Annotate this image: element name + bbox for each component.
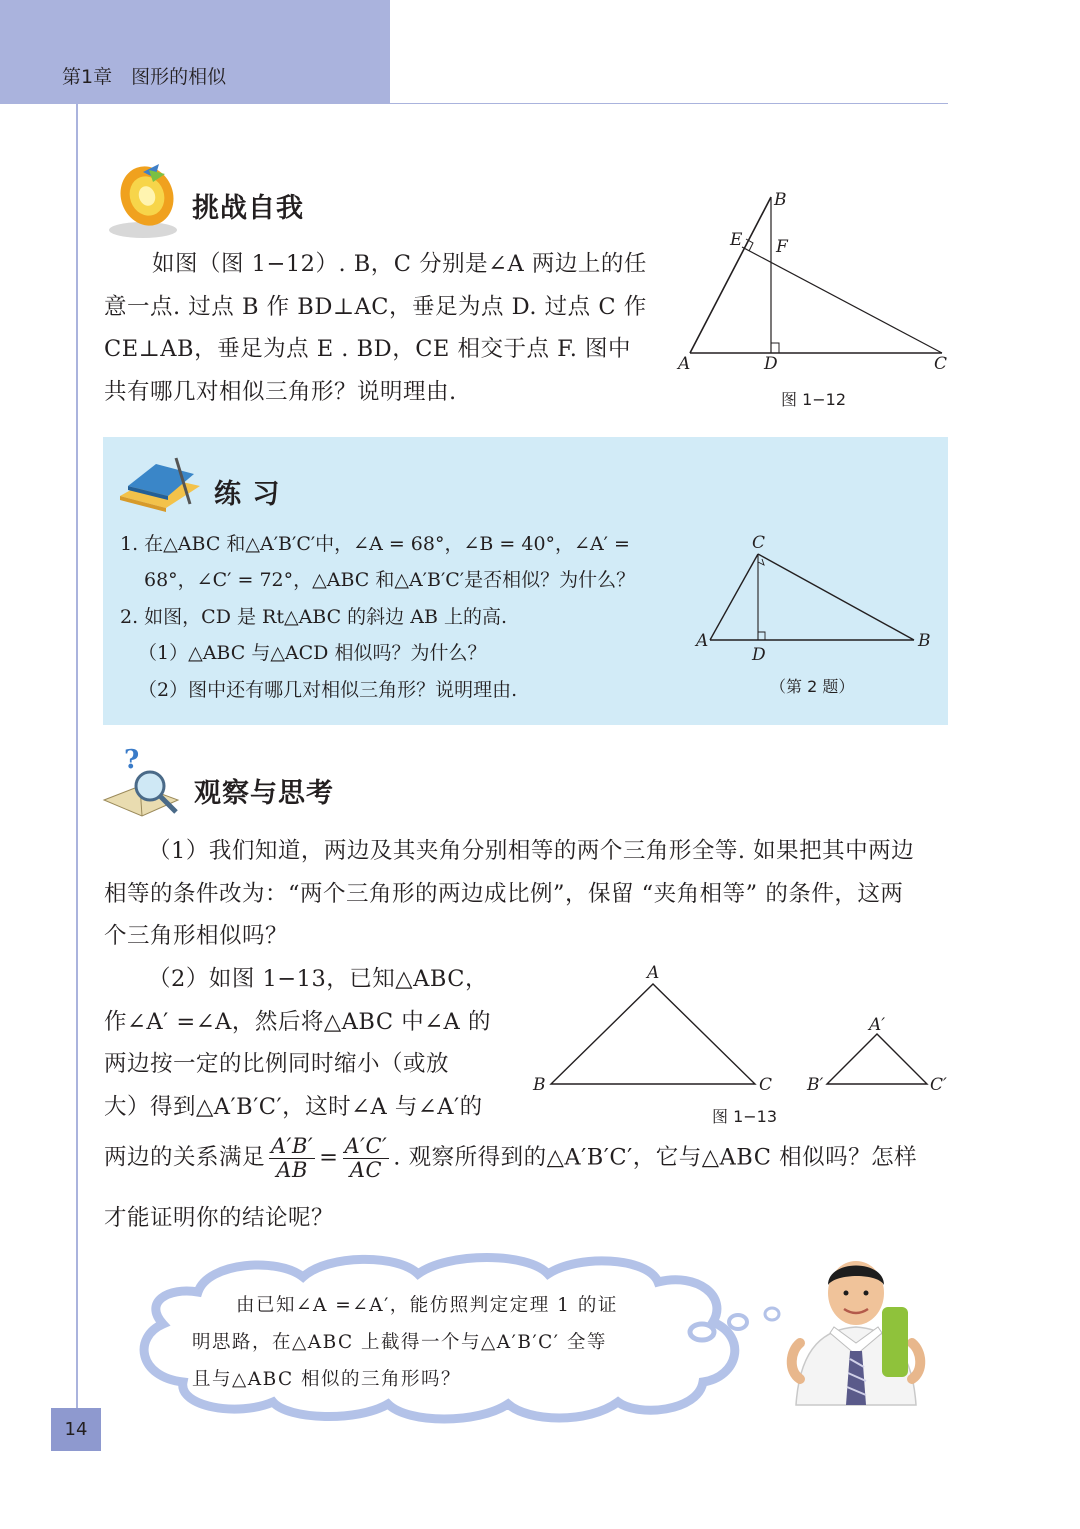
fig13-label-a-prime: A′ <box>869 1015 886 1035</box>
practice-line-1: 1. 在△ABC 和△A′B′C′中，∠A = 68°，∠B = 40°，∠A′ = <box>120 533 630 555</box>
practice-line-3: 2. 如图，CD 是 Rt△ABC 的斜边 AB 上的高. <box>120 606 507 628</box>
chapter-header <box>62 62 226 89</box>
practice-line-2: 68°，∠C′ = 72°，△ABC 和△A′B′C′是否相似？为什么？ <box>144 569 636 591</box>
figure-practice-2-caption: （第 2 题） <box>770 677 855 696</box>
challenge-icon <box>103 160 183 240</box>
bubble-line-2: 明思路，在△ABC 上截得一个与△A′B′C′ 全等 <box>192 1332 607 1353</box>
observe-p2-line-6: 才能证明你的结论呢？ <box>104 1205 335 1231</box>
observe-p1-line-1: （1）我们知道，两边及其夹角分别相等的两个三角形全等. 如果把其中两边 <box>148 838 915 864</box>
student-illustration <box>786 1255 926 1415</box>
fig2-label-c: C <box>752 533 766 553</box>
fig12-label-d: D <box>764 354 778 374</box>
fraction-a-b <box>269 1135 315 1182</box>
observe-p1-line-2: 相等的条件改为：“两个三角形的两边成比例”，保留 “夹角相等” 的条件，这两 <box>104 880 904 907</box>
observe-p2-line-1: （2）如图 1−13，已知△ABC， <box>148 966 488 992</box>
practice-line-5: （2）图中还有哪几对相似三角形？说明理由. <box>138 679 518 701</box>
practice-icon <box>116 456 204 514</box>
figure-practice-2 <box>690 530 940 670</box>
fig12-label-e: E <box>730 230 743 250</box>
bubble-line-3: 且与△ABC 相似的三角形吗？ <box>192 1369 462 1390</box>
figure-1-12-caption: 图 1−12 <box>781 390 847 409</box>
fraction-a-c-numerator: A′C′ <box>344 1134 388 1158</box>
fraction-a-c <box>343 1135 390 1182</box>
challenge-title: 挑战自我 <box>192 193 304 224</box>
figure-1-12 <box>670 185 960 380</box>
observe-title: 观察与思考 <box>194 778 334 809</box>
challenge-text <box>104 243 649 413</box>
challenge-line-4: 共有哪几对相似三角形？说明理由. <box>104 378 457 405</box>
fig12-label-b: B <box>774 190 787 210</box>
svg-text:?: ? <box>124 745 140 775</box>
fraction-a-b-numerator: A′B′ <box>271 1134 314 1158</box>
observe-paragraph-2 <box>104 958 514 1128</box>
challenge-line-1: 如图（图 1−12）. B，C 分别是∠A 两边上的任 <box>152 251 647 277</box>
challenge-line-3: CE⊥AB，垂足为点 E . BD，CE 相交于点 F. 图中 <box>104 336 632 362</box>
practice-line-4: （1）△ABC 与△ACD 相似吗？为什么？ <box>138 642 487 664</box>
practice-title: 练 习 <box>214 479 281 510</box>
fig12-label-a: A <box>678 354 691 374</box>
header-rule <box>390 103 948 104</box>
challenge-line-2: 意一点. 过点 B 作 BD⊥AC，垂足为点 D. 过点 C 作 <box>104 293 647 320</box>
observe-ratio-line <box>104 1135 917 1182</box>
fraction-a-b-denominator: AB <box>276 1158 308 1182</box>
bubble-line-1: 由已知∠A =∠A′，能仿照判定定理 1 的证 <box>236 1295 618 1316</box>
observe-p2-line-4: 大）得到△A′B′C′，这时∠A 与∠A′的 <box>104 1093 483 1120</box>
fig13-label-b-prime: B′ <box>807 1075 824 1095</box>
fig12-label-c: C <box>934 354 948 374</box>
observe-p2-line-3: 两边按一定的比例同时缩小（或放 <box>104 1051 450 1077</box>
equals-sign: = <box>319 1144 339 1171</box>
fig2-label-b: B <box>918 631 931 651</box>
chapter-number: 第1章 <box>62 66 113 88</box>
ratio-line-prefix: 两边的关系满足 <box>104 1144 266 1171</box>
observe-p1-line-3: 个三角形相似吗？ <box>104 923 289 949</box>
figure-1-13 <box>525 960 955 1100</box>
fraction-a-c-denominator: AC <box>349 1158 383 1182</box>
margin-line <box>76 104 78 1409</box>
thought-bubble-text <box>192 1287 618 1398</box>
fig13-label-b: B <box>533 1075 546 1095</box>
fig13-label-c-prime: C′ <box>930 1075 947 1095</box>
ratio-line-suffix: . 观察所得到的△A′B′C′，它与△ABC 相似吗？怎样 <box>393 1144 918 1171</box>
observe-paragraph-1 <box>104 830 954 958</box>
observe-p2-line-2: 作∠A′ =∠A，然后将△ABC 中∠A 的 <box>104 1008 491 1035</box>
fig2-label-a: A <box>696 631 709 651</box>
chapter-title: 图形的相似 <box>131 66 227 88</box>
page-number: 14 <box>51 1408 101 1451</box>
fig2-label-d: D <box>752 645 766 665</box>
fig12-label-f: F <box>776 237 788 257</box>
fig13-label-c: C <box>759 1075 773 1095</box>
figure-1-13-caption: 图 1−13 <box>712 1107 778 1126</box>
fig13-label-a: A <box>647 963 660 983</box>
observe-icon <box>100 742 186 826</box>
